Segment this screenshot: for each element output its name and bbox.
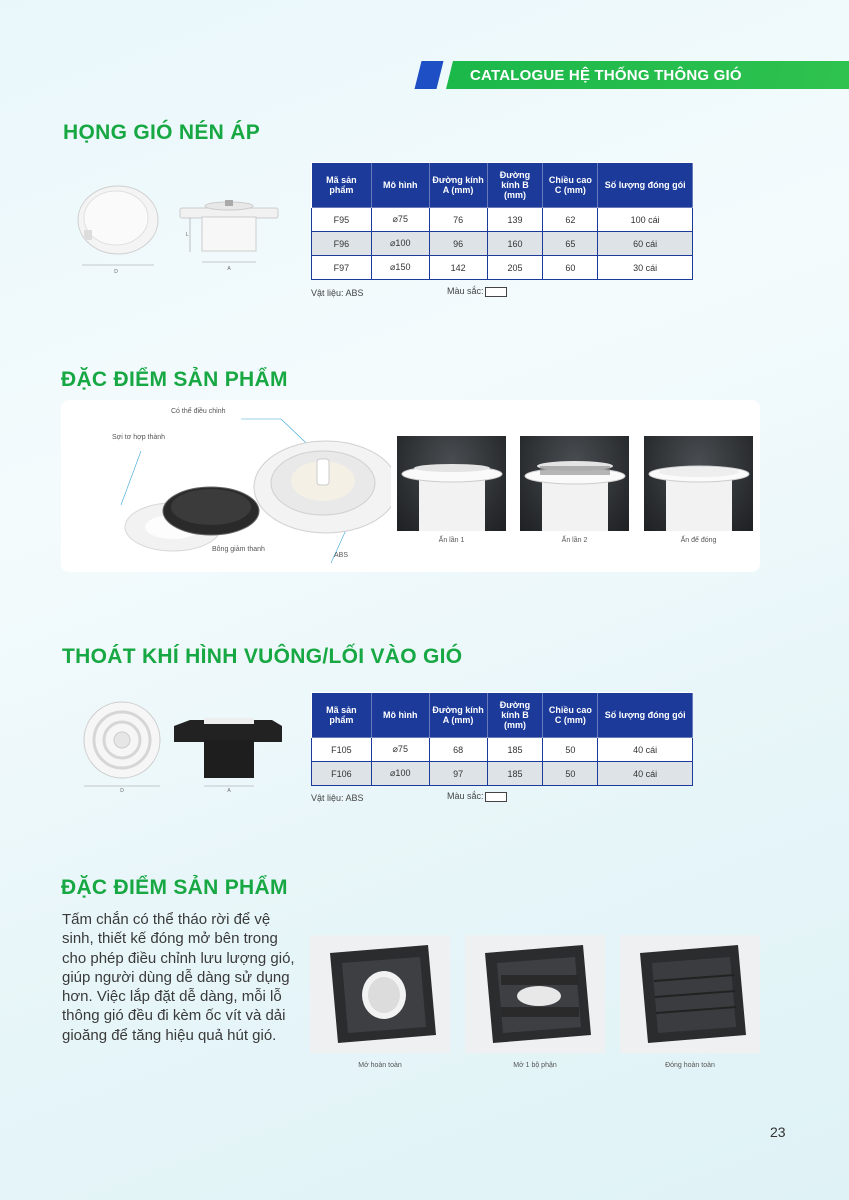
material-note: Vật liệu: ABS (311, 288, 364, 298)
callout-fiber: Sợi tơ hợp thành (112, 434, 166, 441)
table-cell: 142 (429, 256, 487, 280)
catalogue-title: CATALOGUE HỆ THỐNG THÔNG GIÓ (470, 67, 742, 84)
photo-fully-closed (620, 935, 760, 1053)
material-note: Vật liệu: ABS (311, 793, 364, 803)
table-header: Chiều cao C (mm) (543, 693, 598, 738)
table-header: Số lượng đóng gói (598, 693, 693, 738)
section-title-pressure-diffuser: HỌNG GIÓ NÉN ÁP (63, 121, 261, 144)
photo-partially-open (465, 935, 605, 1053)
table-header: Mã sản phẩm (312, 163, 372, 208)
table-header: Chiều cao C (mm) (543, 163, 598, 208)
caption-fully-open: Mở hoàn toàn (358, 1062, 402, 1069)
dimension-label-a: A (227, 788, 231, 794)
table-cell: ⌀100 (371, 762, 429, 786)
table-header: Mã sản phẩm (312, 693, 372, 738)
color-label: Màu sắc: (447, 791, 484, 801)
table-cell: 68 (429, 738, 487, 762)
photo-press-close (644, 436, 753, 531)
caption-fully-closed: Đóng hoàn toàn (665, 1062, 715, 1069)
table-cell: 96 (429, 232, 487, 256)
color-swatch-white (485, 792, 507, 802)
table-row (312, 738, 693, 762)
table-cell: 40 cái (598, 762, 693, 786)
table-cell: ⌀150 (371, 256, 429, 280)
table-cell: 97 (429, 762, 487, 786)
caption-partially-open: Mở 1 bộ phận (513, 1062, 557, 1069)
section-title-features: ĐẶC ĐIỂM SẢN PHẨM (61, 368, 288, 391)
table-cell: ⌀75 (371, 208, 429, 232)
table-cell: 76 (429, 208, 487, 232)
table-cell: ⌀75 (371, 738, 429, 762)
section-title-square-vent: THOÁT KHÍ HÌNH VUÔNG/LỐI VÀO GIÓ (62, 645, 463, 668)
dimension-label-a: A (227, 266, 231, 272)
table-row (312, 208, 693, 232)
table-cell: 50 (543, 738, 598, 762)
table-header: Mô hình (371, 163, 429, 208)
table-cell: 40 cái (598, 738, 693, 762)
table-header: Đường kính A (mm) (429, 693, 487, 738)
callout-adjustable: Có thể điều chỉnh (171, 408, 226, 415)
table-cell: F106 (312, 762, 372, 786)
table-cell: ⌀100 (371, 232, 429, 256)
table-cell: 185 (487, 762, 543, 786)
table-cell: 60 cái (598, 232, 693, 256)
table-cell: 205 (487, 256, 543, 280)
table-cell: 50 (543, 762, 598, 786)
photo-fully-open (310, 935, 450, 1053)
header-accent-blue (415, 61, 444, 89)
table-cell: 185 (487, 738, 543, 762)
product-image-square-vent (62, 692, 290, 806)
table-row (312, 762, 693, 786)
color-label: Màu sắc: (447, 286, 484, 296)
color-note (447, 286, 507, 297)
caption-press-twice: Ấn lần 2 (561, 537, 588, 544)
feature-description: Tấm chắn có thể tháo rời để vệ sinh, thiết kế đóng mở bên trong cho phép điều chỉnh lưu lượng gió, giúp người dùng dễ dàng sử dụng hơn. Việc lắp đặt dễ dàng, mỗi lỗ thông gió đều đi kèm ốc vít và dải gioăng để tăng hiệu quả hút gió. (62, 911, 295, 1044)
table-cell: 160 (487, 232, 543, 256)
table-header: Đường kính A (mm) (429, 163, 487, 208)
dimension-label-l: L (186, 232, 189, 238)
dimension-label-d: D (114, 269, 118, 275)
color-swatch-white (485, 287, 507, 297)
color-note (447, 791, 507, 802)
table-cell: 65 (543, 232, 598, 256)
spec-table-square-vent (311, 692, 693, 786)
photo-press-once (397, 436, 506, 531)
table-header: Đường kính B (mm) (487, 163, 543, 208)
table-cell: 100 cái (598, 208, 693, 232)
table-header: Đường kính B (mm) (487, 693, 543, 738)
table-row (312, 232, 693, 256)
table-cell: F96 (312, 232, 372, 256)
table-cell: F95 (312, 208, 372, 232)
photo-press-twice (520, 436, 629, 531)
table-cell: 62 (543, 208, 598, 232)
caption-press-close: Ấn để đóng (680, 537, 717, 544)
features-panel (61, 400, 760, 572)
table-cell: F105 (312, 738, 372, 762)
table-header: Số lượng đóng gói (598, 163, 693, 208)
table-cell: 139 (487, 208, 543, 232)
caption-press-once: Ấn lần 1 (438, 537, 465, 544)
spec-table-pressure-diffuser (311, 162, 693, 280)
callout-sound-absorber: Bông giảm thanh (212, 546, 265, 553)
table-cell: F97 (312, 256, 372, 280)
product-image-pressure-diffuser (62, 170, 290, 288)
table-cell: 60 (543, 256, 598, 280)
callout-abs: ABS (334, 552, 349, 559)
table-header: Mô hình (371, 693, 429, 738)
table-row (312, 256, 693, 280)
section-title-features-2: ĐẶC ĐIỂM SẢN PHẨM (61, 876, 288, 899)
dimension-label-d: D (120, 788, 124, 794)
table-cell: 30 cái (598, 256, 693, 280)
page-number: 23 (770, 1124, 786, 1140)
